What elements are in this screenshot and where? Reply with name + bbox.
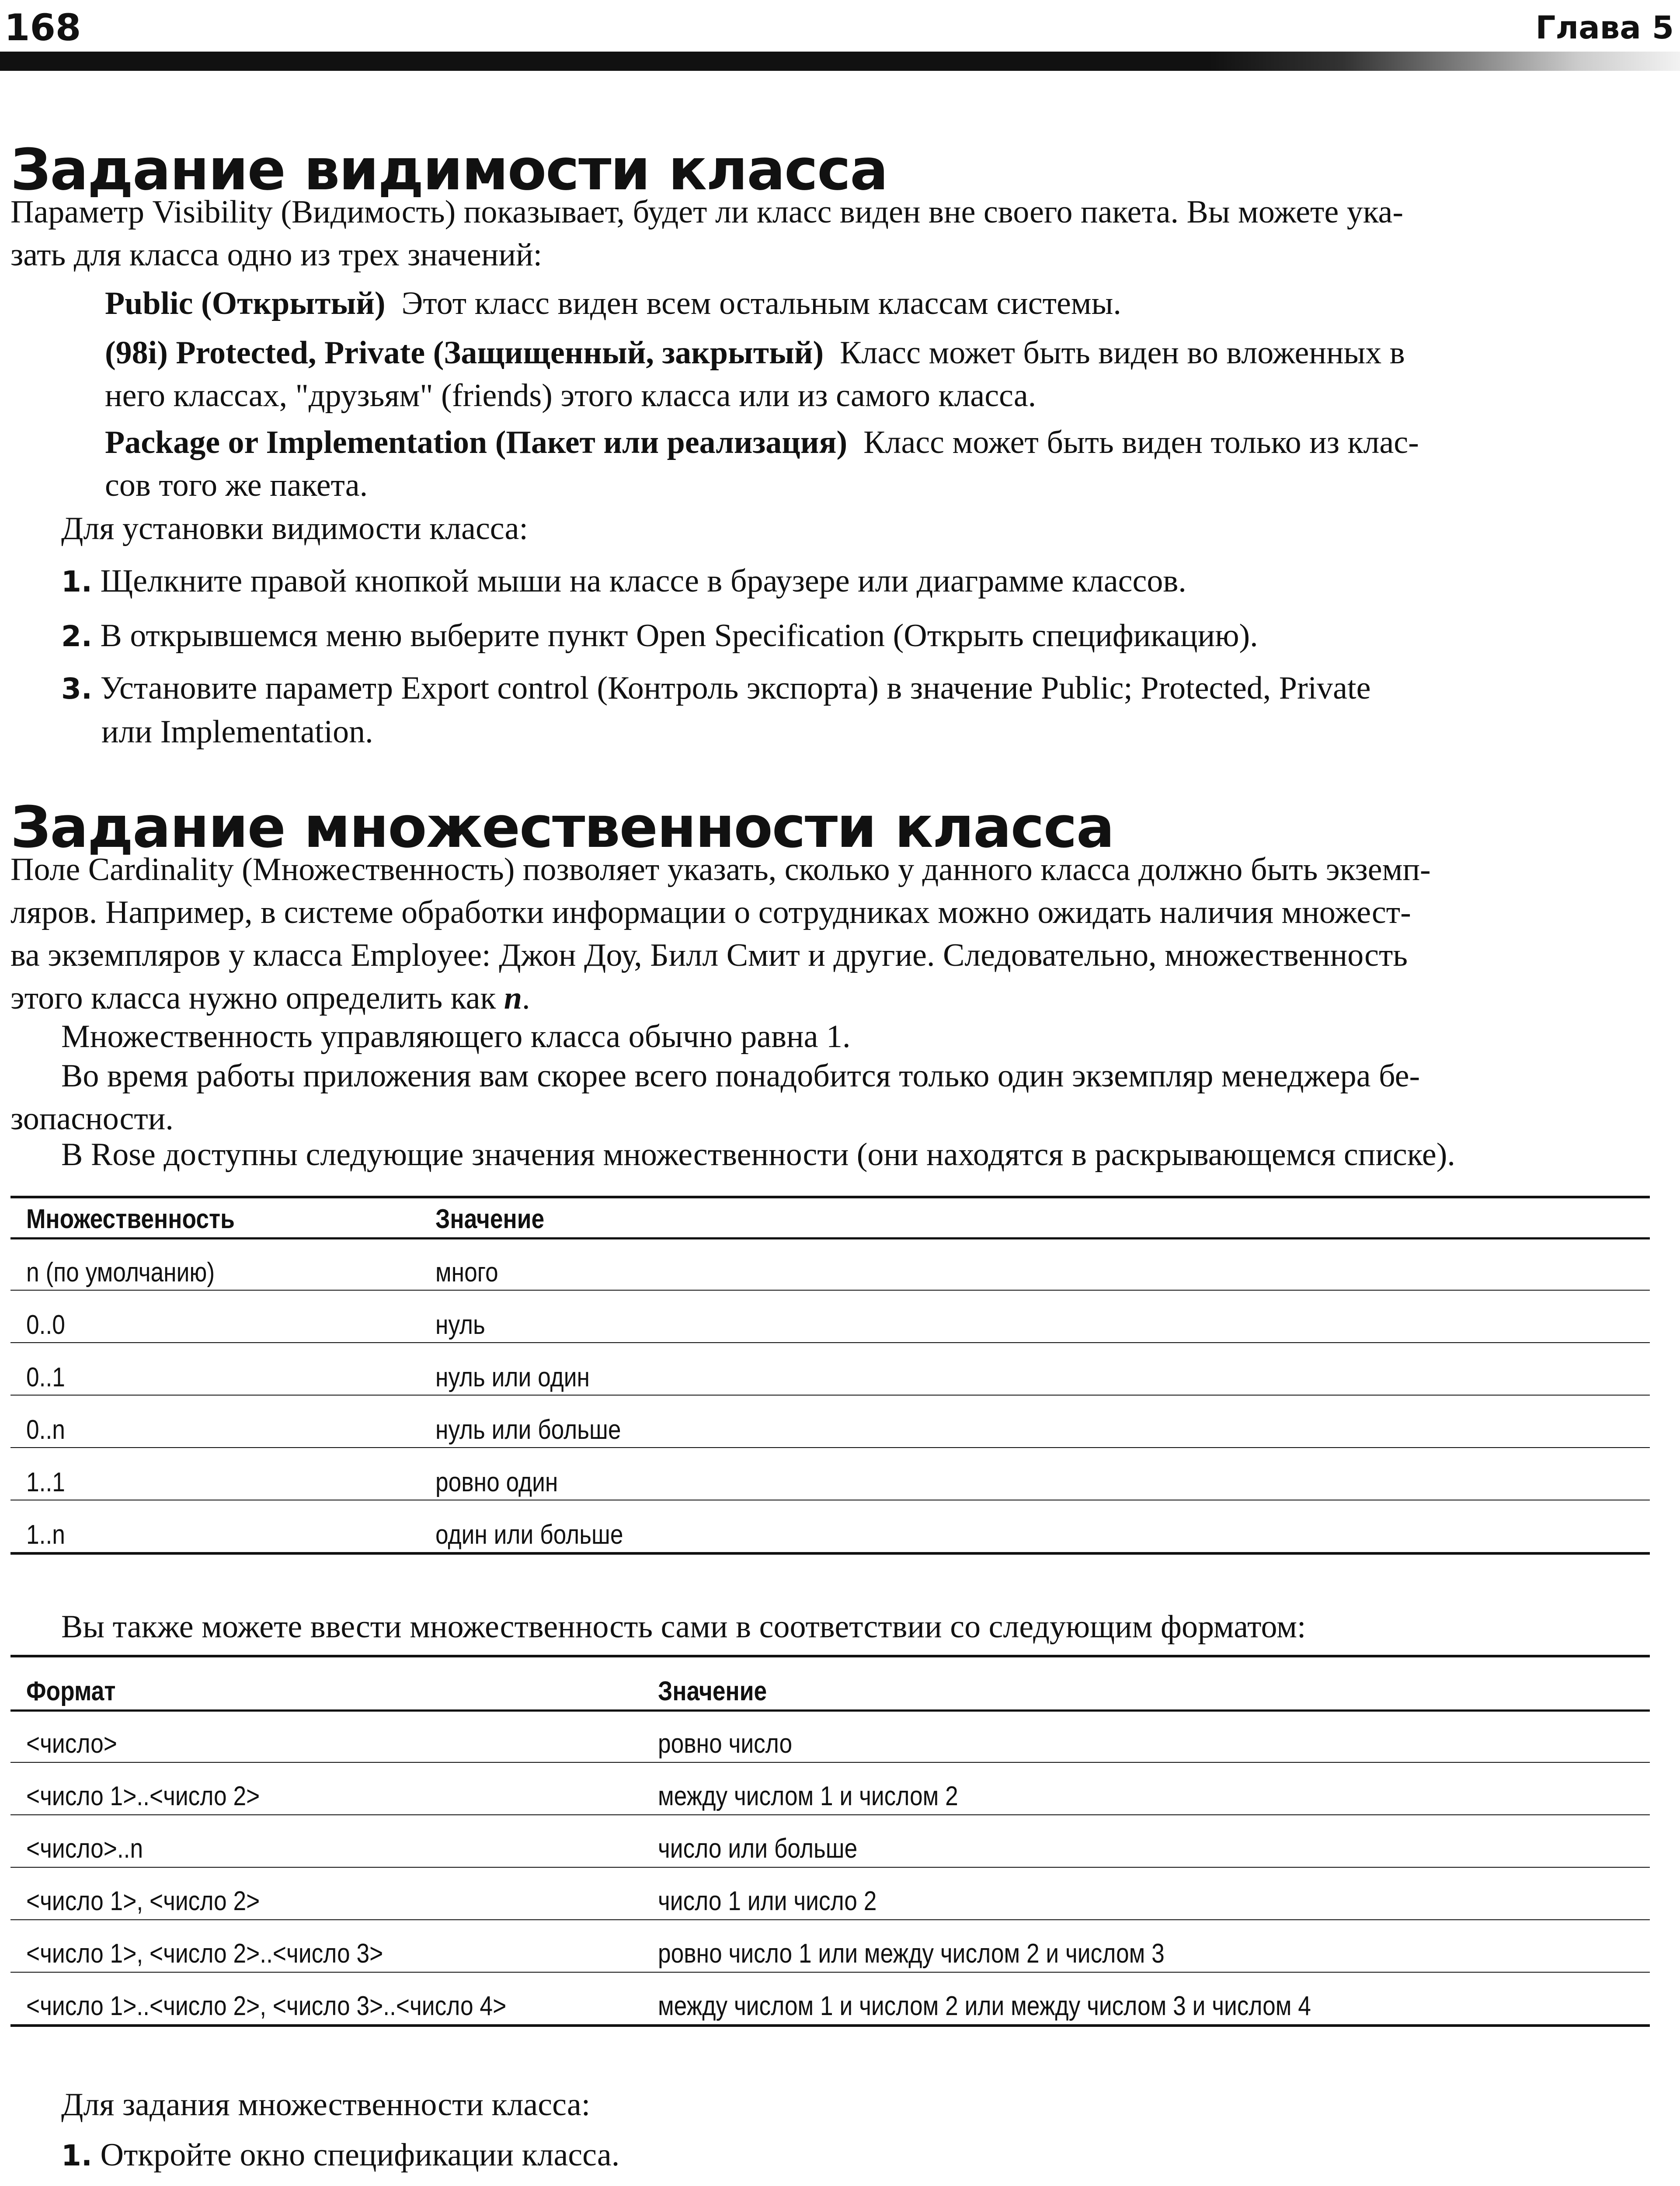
table2-cell-format: <число 1>, <число 2>..<число 3> [26, 1939, 383, 1969]
cardinality-paragraph-4: В Rose доступны следующие значения множественности (они находятся в раскрывающемся списке). [61, 1137, 1455, 1173]
visibility-intro [10, 191, 1403, 276]
table1-row-rule [10, 1290, 1650, 1291]
table1-cell-value: нуль [435, 1310, 485, 1340]
paragraph-line: ва экземпляров у класса Employee: Джон Доу, Билл Смит и другие. Следовательно, множественность [10, 937, 1408, 973]
table2-row-rule [10, 1762, 1650, 1763]
table2-cell-value: между числом 1 и числом 2 или между числом 3 и числом 4 [658, 1991, 1311, 2021]
table2-row-rule [10, 1919, 1650, 1920]
table2-cell-format: <число>..n [26, 1834, 143, 1864]
table1-cell-value: нуль или один [435, 1362, 590, 1392]
visibility-step [61, 614, 1258, 658]
paragraph-line: зопасности. [10, 1101, 174, 1137]
visibility-step [61, 667, 1370, 753]
step-number: 1. [61, 2139, 92, 2172]
table2-header-format: Формат [26, 1676, 116, 1706]
table1-cell-value: нуль или больше [435, 1415, 621, 1445]
table1-cell-format: 0..0 [26, 1310, 65, 1340]
table2-cell-value: ровно число 1 или между числом 2 и числом 3 [658, 1939, 1165, 1969]
chapter-label: Глава 5 [1535, 9, 1674, 46]
variable-n: n [504, 980, 522, 1016]
cardinality-paragraph-1 [10, 848, 1431, 1020]
option-desc: Класс может быть виден только из клас- [863, 425, 1419, 460]
table1-header-multiplicity: Множественность [26, 1204, 235, 1234]
visibility-option-protected [105, 331, 1405, 417]
table2-cell-value: число 1 или число 2 [658, 1886, 877, 1916]
table2-cell-value: ровно число [658, 1729, 793, 1759]
table2-row-rule [10, 1814, 1650, 1815]
option-line [105, 331, 1405, 374]
table1-row-rule [10, 1342, 1650, 1343]
cardinality-paragraph-5: Вы также можете ввести множественность сами в соответствии со следующим форматом: [61, 1609, 1306, 1645]
cardinality-paragraph-3 [10, 1055, 1420, 1140]
section-title-visibility: Задание видимости класса [10, 136, 887, 203]
visibility-step [61, 560, 1186, 603]
table1-cell-value: один или больше [435, 1520, 623, 1550]
table1-cell-format: n (по умолчанию) [26, 1257, 215, 1288]
table2-cell-format: <число 1>, <число 2> [26, 1886, 260, 1916]
option-term: Public (Открытый) [105, 285, 386, 321]
table2-top-rule [10, 1655, 1650, 1657]
visibility-intro-line: зать для класса одно из трех значений: [10, 237, 543, 273]
step-text: Откройте окно спецификации класса. [100, 2137, 620, 2173]
paragraph-line: Во время работы приложения вам скорее всего понадобится только один экземпляр менеджера бе- [61, 1058, 1420, 1094]
table1-cell-value: ровно один [435, 1467, 558, 1497]
visibility-option-package [105, 421, 1419, 507]
table1-row-rule [10, 1447, 1650, 1448]
step-number: 2. [61, 620, 92, 653]
option-desc-line: него классах, "друзьям" (friends) этого класса или из самого класса. [105, 378, 1037, 414]
option-desc-line: сов того же пакета. [105, 467, 368, 503]
table1-cell-format: 1..1 [26, 1467, 65, 1497]
header-rule [0, 52, 1680, 71]
table1-header-value: Значение [435, 1204, 545, 1234]
step-text: Щелкните правой кнопкой мыши на классе в браузере или диаграмме классов. [100, 563, 1186, 599]
step-text-cont: или Implementation. [101, 714, 373, 750]
table2-cell-format: <число 1>..<число 2>, <число 3>..<число 4> [26, 1991, 507, 2021]
paragraph-text: этого класса нужно определить как [10, 980, 504, 1016]
running-head [0, 3, 1680, 52]
paragraph-text: . [522, 980, 530, 1016]
table1-row-rule [10, 1395, 1650, 1396]
option-desc: Класс может быть виден во вложенных в [840, 335, 1405, 371]
cardinality-steps-intro: Для задания множественности класса: [61, 2087, 591, 2123]
option-desc: Этот класс виден всем остальным классам системы. [401, 285, 1121, 321]
table1-cell-format: 1..n [26, 1520, 65, 1550]
table2-cell-value: число или больше [658, 1834, 858, 1864]
step-number: 3. [61, 672, 92, 706]
step-number: 1. [61, 565, 92, 599]
table1-cell-format: 0..1 [26, 1362, 65, 1392]
visibility-steps-intro: Для установки видимости класса: [61, 511, 528, 546]
table1-cell-format: 0..n [26, 1415, 65, 1445]
page-number: 168 [4, 6, 81, 49]
table2-cell-format: <число 1>..<число 2> [26, 1781, 260, 1811]
cardinality-paragraph-2: Множественность управляющего класса обычно равна 1. [61, 1019, 851, 1055]
visibility-option-public [105, 282, 1121, 325]
paragraph-line: Поле Cardinality (Множественность) позволяет указать, сколько у данного класса должно быть экземп- [10, 852, 1431, 888]
table1-top-rule [10, 1196, 1650, 1198]
option-term: (98i) Protected, Private (Защищенный, закрытый) [105, 335, 824, 371]
paragraph-line: ляров. Например, в системе обработки информации о сотрудниках можно ожидать наличия множест- [10, 895, 1411, 930]
cardinality-step [61, 2134, 619, 2177]
step-text: В открывшемся меню выберите пункт Open Specification (Открыть спецификацию). [100, 618, 1258, 654]
table1-bottom-rule [10, 1552, 1650, 1555]
option-line [105, 282, 1121, 325]
section-title-cardinality: Задание множественности класса [10, 794, 1114, 860]
step-text: Установите параметр Export control (Контроль экспорта) в значение Public; Protected, Private [100, 670, 1371, 706]
option-line [105, 421, 1419, 464]
paragraph-line [10, 977, 1431, 1020]
table1-cell-value: много [435, 1257, 498, 1288]
table2-cell-value: между числом 1 и числом 2 [658, 1781, 958, 1811]
table2-row-rule [10, 1972, 1650, 1973]
table2-header-value: Значение [658, 1676, 767, 1706]
table1-header-rule [10, 1237, 1650, 1239]
visibility-intro-line: Параметр Visibility (Видимость) показывает, будет ли класс виден вне своего пакета. Вы можете ука- [10, 194, 1404, 230]
table2-row-rule [10, 1867, 1650, 1868]
option-term: Package or Implementation (Пакет или реализация) [105, 425, 848, 460]
table2-header-rule [10, 1709, 1650, 1712]
table2-bottom-rule [10, 2024, 1650, 2027]
table2-cell-format: <число> [26, 1729, 117, 1759]
